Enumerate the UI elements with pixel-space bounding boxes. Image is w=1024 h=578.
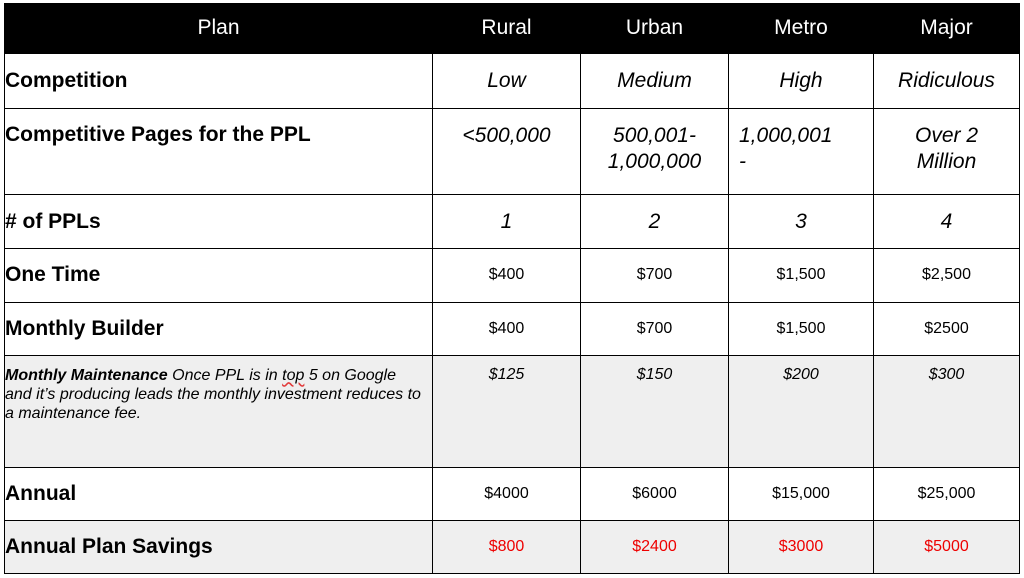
cell-annual-major: $25,000 — [874, 467, 1020, 521]
table-row — [5, 248, 1020, 302]
cell-ppls-metro: 3 — [729, 195, 874, 249]
cell-one-time-major: $2,500 — [874, 248, 1020, 302]
cell-savings-major: $5000 — [874, 521, 1020, 574]
cell-pages-metro-line1: 1,000,001 — [739, 124, 833, 148]
cell-one-time-metro: $1,500 — [729, 248, 874, 302]
cell-competition-urban: Medium — [581, 53, 729, 109]
cell-pages-urban — [581, 109, 729, 195]
row-label-competition: Competition — [5, 53, 433, 109]
cell-one-time-urban: $700 — [581, 248, 729, 302]
cell-savings-metro: $3000 — [729, 521, 874, 574]
cell-pages-metro-line2: - — [739, 150, 746, 174]
cell-annual-urban: $6000 — [581, 467, 729, 521]
cell-builder-rural: $400 — [433, 302, 581, 356]
table-row — [5, 109, 1020, 195]
cell-builder-major: $2500 — [874, 302, 1020, 356]
row-label-one-time: One Time — [5, 248, 433, 302]
header-rural: Rural — [433, 4, 581, 54]
header-plan: Plan — [5, 4, 433, 54]
cell-ppls-urban: 2 — [581, 195, 729, 249]
cell-competition-major: Ridiculous — [874, 53, 1020, 109]
cell-ppls-rural: 1 — [433, 195, 581, 249]
cell-builder-metro: $1,500 — [729, 302, 874, 356]
row-label-monthly-maintenance — [5, 356, 433, 467]
plan-comparison-table — [4, 3, 1020, 574]
cell-maintenance-rural: $125 — [433, 356, 581, 467]
table-row — [5, 467, 1020, 521]
cell-savings-rural: $800 — [433, 521, 581, 574]
cell-pages-major-line1: Over 2 — [914, 124, 979, 148]
cell-annual-rural: $4000 — [433, 467, 581, 521]
cell-competition-rural: Low — [433, 53, 581, 109]
cell-maintenance-major: $300 — [874, 356, 1020, 467]
cell-savings-urban: $2400 — [581, 521, 729, 574]
cell-annual-metro: $15,000 — [729, 467, 874, 521]
header-major: Major — [874, 4, 1020, 54]
cell-builder-urban: $700 — [581, 302, 729, 356]
table-row — [5, 521, 1020, 574]
cell-pages-metro — [729, 109, 874, 195]
header-row — [5, 4, 1020, 54]
table-row — [5, 356, 1020, 467]
maintenance-desc-pre: Once PPL is in — [167, 367, 283, 385]
row-label-pages: Competitive Pages for the PPL — [5, 109, 433, 195]
cell-maintenance-metro: $200 — [729, 356, 874, 467]
cell-one-time-rural: $400 — [433, 248, 581, 302]
table-row — [5, 302, 1020, 356]
cell-pages-urban-line2: 1,000,000 — [607, 150, 702, 174]
row-label-savings: Annual Plan Savings — [5, 521, 433, 574]
cell-maintenance-urban: $150 — [581, 356, 729, 467]
cell-competition-metro: High — [729, 53, 874, 109]
cell-ppls-major: 4 — [874, 195, 1020, 249]
header-metro: Metro — [729, 4, 874, 54]
table-row — [5, 53, 1020, 109]
header-urban: Urban — [581, 4, 729, 54]
cell-pages-urban-line1: 500,001- — [613, 124, 696, 148]
row-label-monthly-builder: Monthly Builder — [5, 302, 433, 356]
cell-pages-major-line2: Million — [916, 150, 977, 174]
row-label-ppls: # of PPLs — [5, 195, 433, 249]
cell-pages-rural — [433, 109, 581, 195]
table-row — [5, 195, 1020, 249]
row-label-annual: Annual — [5, 467, 433, 521]
maintenance-title: Monthly Maintenance — [5, 367, 168, 385]
cell-pages-rural-line1: <500,000 — [462, 124, 551, 148]
maintenance-desc-post: 5 on Google and it’s producing leads the monthly investment reduces to a maintenance fee. — [5, 367, 421, 423]
maintenance-desc-underlined: top — [282, 367, 305, 385]
cell-pages-major — [874, 109, 1020, 195]
